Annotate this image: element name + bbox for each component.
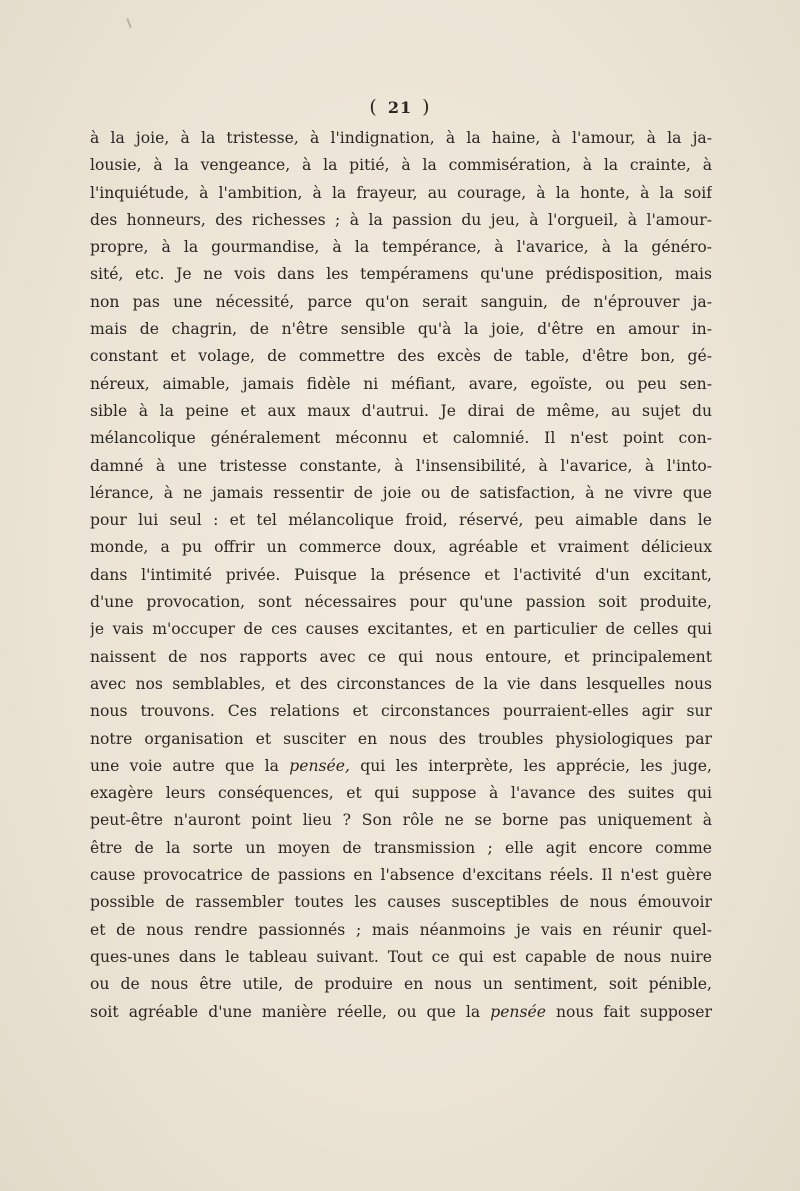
text-segment: soit agréable d'une manière réelle, ou que la xyxy=(90,1002,491,1021)
text-line: sible à la peine et aux maux d'autrui. Je dirai de même, au sujet du xyxy=(90,401,712,420)
text-line: l'inquiétude, à l'ambition, à la frayeur, au courage, à la honte, à la soif xyxy=(90,183,712,202)
text-line: non pas une nécessité, parce qu'on serait sanguin, de n'éprouver ja- xyxy=(90,292,712,311)
italic-word: pensée, xyxy=(289,756,350,775)
text-segment: une voie autre que la xyxy=(90,756,290,775)
text-line: lérance, à ne jamais ressentir de joie ou de satisfaction, à ne vivre que xyxy=(90,483,712,502)
text-line: mais de chagrin, de n'être sensible qu'à la joie, d'être en amour in- xyxy=(90,320,712,339)
text-line: mélancolique généralement méconnu et calomnié. Il n'est point con- xyxy=(90,429,712,448)
text-line: monde, a pu offrir un commerce doux, agréable et vraiment délicieux xyxy=(90,538,712,557)
text-line: notre organisation et susciter en nous des troubles physiologiques par xyxy=(90,729,712,748)
text-line: être de la sorte un moyen de transmission ; elle agit encore comme xyxy=(90,838,712,857)
text-line: possible de rassembler toutes les causes susceptibles de nous émouvoir xyxy=(90,893,712,912)
text-line: néreux, aimable, jamais fidèle ni méfiant, avare, egoïste, ou peu sen- xyxy=(90,374,712,393)
text-line: à la joie, à la tristesse, à l'indignation, à la haine, à l'amour, à la ja- xyxy=(90,129,712,147)
folio-close-paren: ) xyxy=(422,96,431,118)
text-line: propre, à la gourmandise, à la tempérance, à l'avarice, à la généro- xyxy=(90,238,712,257)
italic-word: pensée xyxy=(490,1002,546,1021)
body-text xyxy=(90,125,712,1026)
text-segment: nous fait supposer xyxy=(545,1002,712,1021)
text-line: lousie, à la vengeance, à la pitié, à la commisération, à la crainte, à xyxy=(90,156,712,175)
folio-number: 21 xyxy=(387,98,413,117)
text-line: d'une provocation, sont nécessaires pour qu'une passion soit produite, xyxy=(90,593,712,612)
text-line: je vais m'occuper de ces causes excitantes, et en particulier de celles qui xyxy=(90,620,712,639)
folio-open-paren: ( xyxy=(369,96,378,118)
text-segment: qui les interprète, les apprécie, les juge, xyxy=(349,756,712,775)
text-line: des honneurs, des richesses ; à la passion du jeu, à l'orgueil, à l'amour- xyxy=(90,210,712,229)
page-number xyxy=(0,96,800,118)
text-line xyxy=(90,753,712,780)
margin-mark xyxy=(126,18,131,28)
text-line: peut-être n'auront point lieu ? Son rôle ne se borne pas uniquement à xyxy=(90,811,712,830)
text-line: ques-unes dans le tableau suivant. Tout ce qui est capable de nous nuire xyxy=(90,947,712,966)
text-line: exagère leurs conséquences, et qui suppose à l'avance des suites qui xyxy=(90,784,712,803)
text-line: constant et volage, de commettre des excès de table, d'être bon, gé- xyxy=(90,347,712,366)
text-line: cause provocatrice de passions en l'absence d'excitans réels. Il n'est guère xyxy=(90,866,712,885)
text-line: sité, etc. Je ne vois dans les tempéramens qu'une prédisposition, mais xyxy=(90,265,712,284)
text-line: et de nous rendre passionnés ; mais néanmoins je vais en réunir quel- xyxy=(90,920,712,939)
text-line: avec nos semblables, et des circonstances de la vie dans lesquelles nous xyxy=(90,674,712,693)
text-line: pour lui seul : et tel mélancolique froid, réservé, peu aimable dans le xyxy=(90,511,712,530)
text-line: dans l'intimité privée. Puisque la présence et l'activité d'un excitant, xyxy=(90,565,712,584)
text-line: damné à une tristesse constante, à l'insensibilité, à l'avarice, à l'into- xyxy=(90,456,712,475)
text-line: naissent de nos rapports avec ce qui nous entoure, et principalement xyxy=(90,647,712,666)
text-line xyxy=(90,999,712,1026)
text-line: ou de nous être utile, de produire en nous un sentiment, soit pénible, xyxy=(90,975,712,994)
text-line: nous trouvons. Ces relations et circonstances pourraient-elles agir sur xyxy=(90,702,712,721)
